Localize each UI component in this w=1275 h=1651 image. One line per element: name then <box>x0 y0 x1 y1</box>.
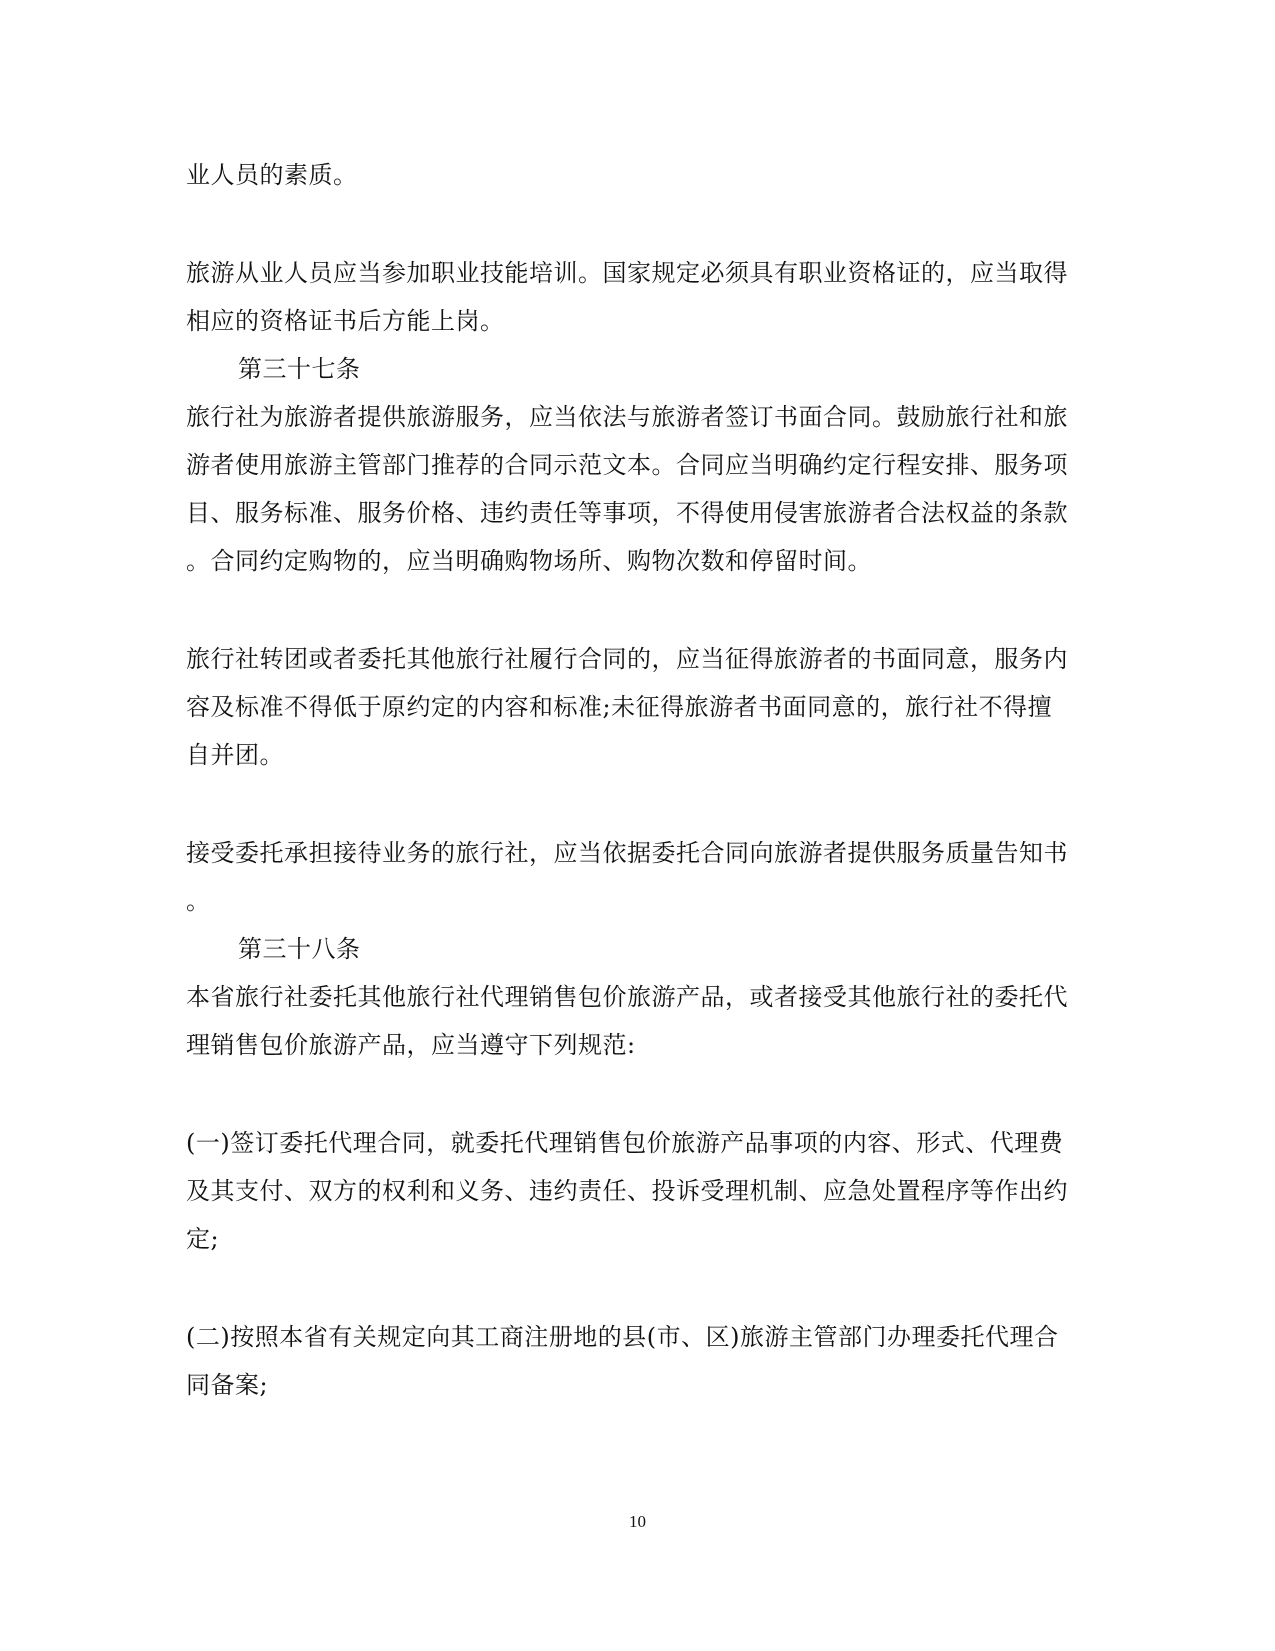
text-line: 。 <box>186 887 211 915</box>
text-line: 及其支付、双方的权利和义务、违约责任、投诉受理机制、应急处置程序等作出约 <box>186 1177 1068 1205</box>
text-line: 旅游从业人员应当参加职业技能培训。国家规定必须具有职业资格证的，应当取得 <box>186 259 1068 287</box>
text-line: 游者使用旅游主管部门推荐的合同示范文本。合同应当明确约定行程安排、服务项 <box>186 451 1068 479</box>
text-line: 容及标准不得低于原约定的内容和标准;未征得旅游者书面同意的，旅行社不得擅 <box>186 693 1053 721</box>
page-number: 10 <box>629 1512 646 1531</box>
text-line: 目、服务标准、服务价格、违约责任等事项，不得使用侵害旅游者合法权益的条款 <box>186 499 1068 527</box>
text-line: (一)签订委托代理合同，就委托代理销售包价旅游产品事项的内容、形式、代理费 <box>186 1129 1064 1157</box>
text-line: 定; <box>186 1225 220 1253</box>
article-heading: 第三十七条 <box>238 355 361 383</box>
text-line: 理销售包价旅游产品，应当遵守下列规范: <box>186 1031 636 1059</box>
text-line: 自并团。 <box>186 741 284 769</box>
text-line: 接受委托承担接待业务的旅行社，应当依据委托合同向旅游者提供服务质量告知书 <box>186 839 1068 867</box>
text-line: 旅行社为旅游者提供旅游服务，应当依法与旅游者签订书面合同。鼓励旅行社和旅 <box>186 403 1068 431</box>
article-heading: 第三十八条 <box>238 935 361 963</box>
text-line: 旅行社转团或者委托其他旅行社履行合同的，应当征得旅游者的书面同意，服务内 <box>186 645 1068 673</box>
text-line: 。合同约定购物的，应当明确购物场所、购物次数和停留时间。 <box>186 547 872 575</box>
text-line: 同备案; <box>186 1371 269 1399</box>
text-line: 相应的资格证书后方能上岗。 <box>186 307 505 335</box>
text-line: (二)按照本省有关规定向其工商注册地的县(市、区)旅游主管部门办理委托代理合 <box>186 1323 1059 1351</box>
text-line: 业人员的素质。 <box>186 161 358 189</box>
text-line: 本省旅行社委托其他旅行社代理销售包价旅游产品，或者接受其他旅行社的委托代 <box>186 983 1068 1011</box>
